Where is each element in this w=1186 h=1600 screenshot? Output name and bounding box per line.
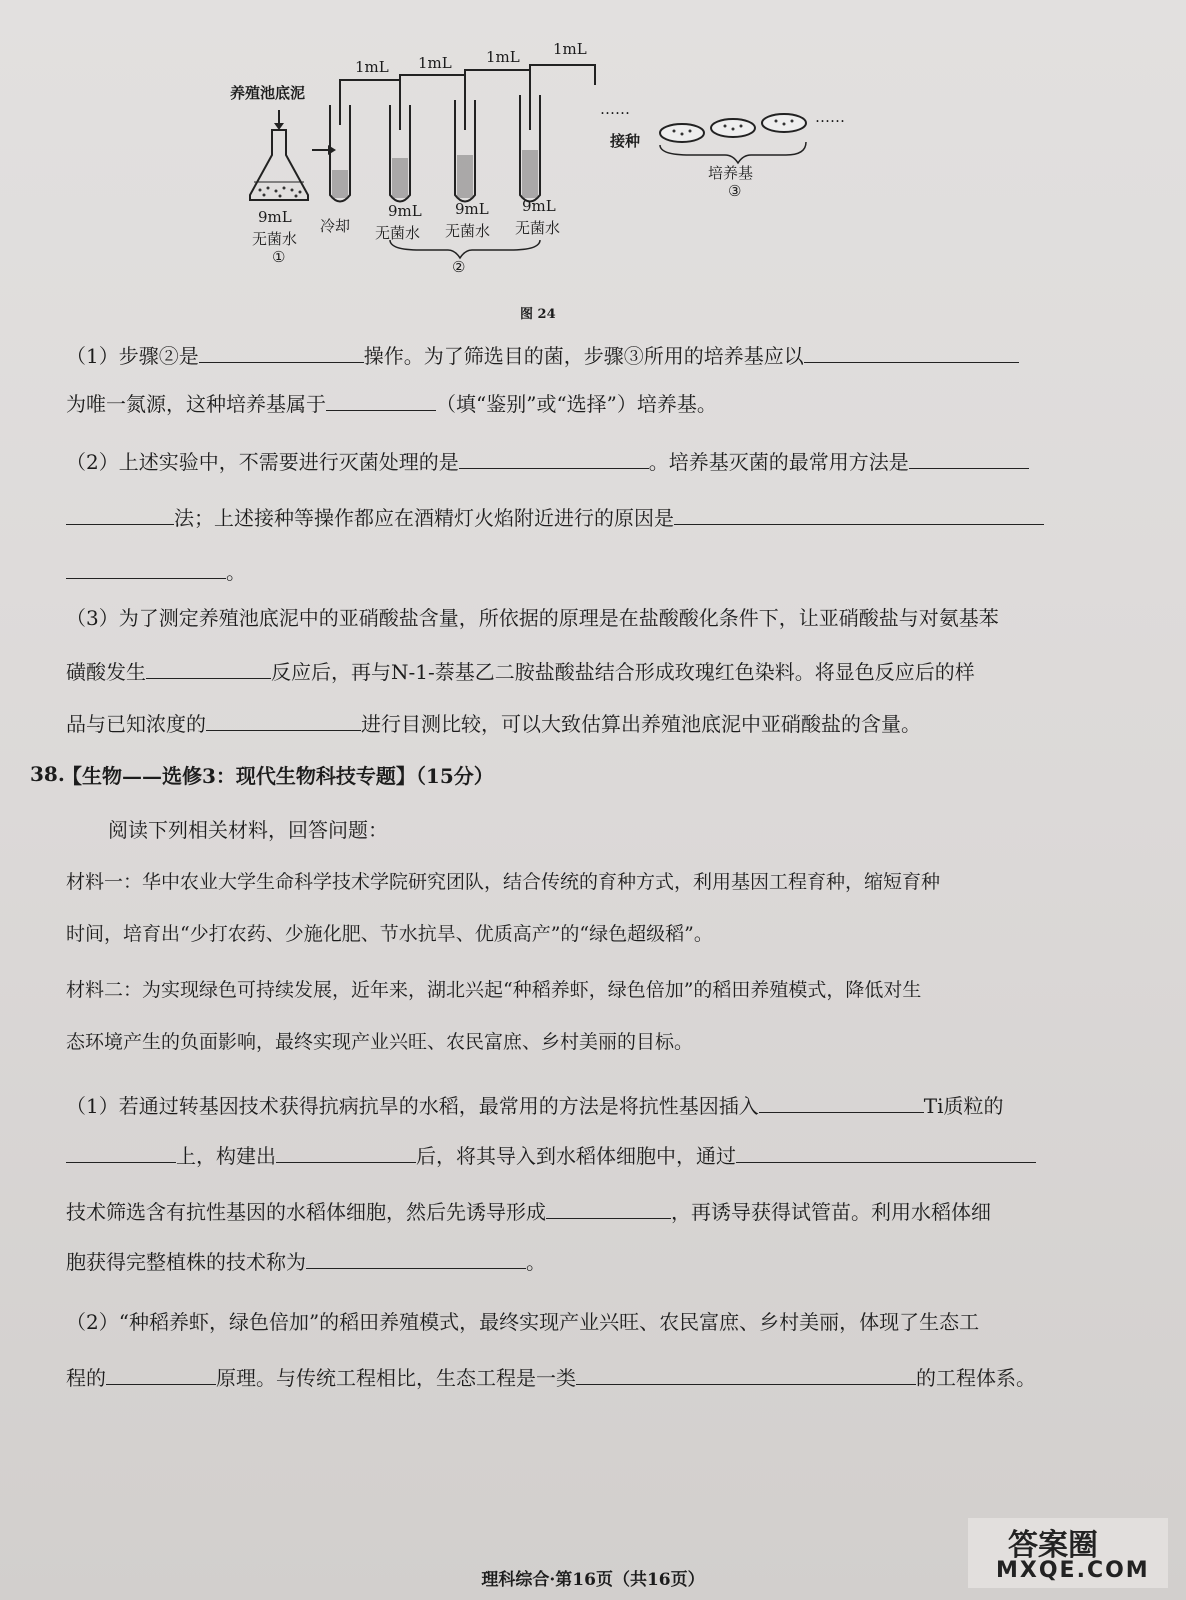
q37-text: 。培养基灭菌的最常用方法是 bbox=[648, 450, 909, 474]
q38-part1-line-3 bbox=[66, 1196, 991, 1226]
q37-text: 。 bbox=[226, 560, 246, 584]
q38-text: 胞获得完整植株的技术称为 bbox=[66, 1250, 306, 1274]
answer-blank[interactable] bbox=[674, 502, 1044, 525]
q38-intro: 阅读下列相关材料，回答问题： bbox=[108, 818, 388, 842]
answer-blank[interactable] bbox=[576, 1362, 916, 1385]
answer-blank[interactable] bbox=[66, 1140, 176, 1163]
volume-label-1: 1mL bbox=[355, 58, 389, 76]
q37-text: 进行目测比较，可以大致估算出养殖池底泥中亚硝酸盐的含量。 bbox=[361, 712, 921, 736]
material-1-line-2: 时间，培育出“少打农药、少施化肥、节水抗旱、优质高产”的“绿色超级稻”。 bbox=[66, 923, 713, 945]
q37-line-3 bbox=[66, 446, 1029, 476]
q37-line-5 bbox=[66, 556, 246, 586]
question-number-38: 38. bbox=[30, 762, 65, 786]
q38-text: 原理。与传统工程相比，生态工程是一类 bbox=[216, 1366, 576, 1390]
answer-blank[interactable] bbox=[546, 1196, 671, 1219]
step-2-marker: ② bbox=[452, 258, 466, 276]
q38-part1-line-2 bbox=[66, 1140, 1036, 1170]
volume-label-3: 1mL bbox=[486, 48, 520, 66]
flask-volume: 9mL bbox=[258, 208, 292, 226]
answer-blank[interactable] bbox=[146, 656, 271, 679]
q37-text: 操作。为了筛选目的菌，步骤③所用的培养基应以 bbox=[363, 344, 804, 368]
inoculate-label: 接种 bbox=[610, 132, 641, 150]
tube-water-1: 无菌水 bbox=[375, 224, 421, 242]
answer-blank[interactable] bbox=[199, 340, 364, 363]
dots-1: …… bbox=[600, 100, 630, 118]
tube-water-2: 无菌水 bbox=[445, 222, 491, 240]
site-watermark bbox=[968, 1518, 1168, 1588]
q37-line-2 bbox=[66, 388, 717, 418]
q37-text: 磺酸发生 bbox=[66, 660, 146, 684]
q38-text: 。 bbox=[526, 1250, 546, 1274]
q38-part1-line-1 bbox=[66, 1090, 1003, 1120]
answer-blank[interactable] bbox=[804, 340, 1019, 363]
q38-text: 程的 bbox=[66, 1366, 106, 1390]
q37-text: （1）步骤②是 bbox=[66, 344, 199, 368]
q37-text: 为唯一氮源，这种培养基属于 bbox=[66, 392, 326, 416]
answer-blank[interactable] bbox=[66, 502, 174, 525]
answer-blank[interactable] bbox=[106, 1362, 216, 1385]
step-3-marker: ③ bbox=[728, 182, 742, 200]
answer-blank[interactable] bbox=[459, 446, 649, 469]
answer-blank[interactable] bbox=[909, 446, 1029, 469]
q38-text: Ti质粒的 bbox=[923, 1094, 1004, 1118]
step-1-marker: ① bbox=[272, 248, 286, 266]
q38-text: （2）“种稻养虾，绿色倍加”的稻田养殖模式，最终实现产业兴旺、农民富庶、乡村美丽，体现了生态工 bbox=[66, 1310, 980, 1334]
answer-blank[interactable] bbox=[759, 1090, 924, 1113]
q37-line-1 bbox=[66, 340, 1019, 370]
q38-part2-line-1 bbox=[66, 1308, 979, 1336]
q37-text: （3）为了测定养殖池底泥中的亚硝酸盐含量，所依据的原理是在盐酸酸化条件下，让亚硝酸盐与对氨基苯 bbox=[66, 606, 999, 630]
q37-line-8 bbox=[66, 708, 921, 738]
watermark-top: 答案圈 bbox=[1008, 1528, 1098, 1563]
cool-label: 冷却 bbox=[320, 217, 351, 235]
answer-blank[interactable] bbox=[276, 1140, 416, 1163]
tube-water-3: 无菌水 bbox=[515, 219, 561, 237]
q37-line-7 bbox=[66, 656, 975, 686]
q37-text: （2）上述实验中，不需要进行灭菌处理的是 bbox=[66, 450, 459, 474]
figure-24 bbox=[190, 30, 850, 330]
q38-part1-line-4 bbox=[66, 1246, 546, 1276]
tube-volume-3: 9mL bbox=[522, 197, 556, 215]
volume-label-4: 1mL bbox=[553, 40, 587, 58]
watermark-bottom: MXQE.COM bbox=[996, 1558, 1150, 1583]
page-footer: 理科综合·第16页（共16页） bbox=[481, 1570, 705, 1590]
answer-blank[interactable] bbox=[736, 1140, 1036, 1163]
q38-text: 上，构建出 bbox=[176, 1144, 276, 1168]
answer-blank[interactable] bbox=[206, 708, 361, 731]
answer-blank[interactable] bbox=[306, 1246, 526, 1269]
answer-blank[interactable] bbox=[66, 556, 226, 579]
q38-text: 后，将其导入到水稻体细胞中，通过 bbox=[416, 1144, 736, 1168]
figure-caption: 图 24 bbox=[520, 307, 556, 322]
q38-title: 【生物——选修3：现代生物科技专题】（15分） bbox=[62, 764, 494, 788]
q37-line-4 bbox=[66, 502, 1044, 532]
dots-2: …… bbox=[815, 108, 845, 126]
label-mud: 养殖池底泥 bbox=[230, 84, 306, 102]
q37-text: 反应后，再与N-1-萘基乙二胺盐酸盐结合形成玫瑰红色染料。将显色反应后的样 bbox=[271, 660, 975, 684]
material-1-line-1: 材料一：华中农业大学生命科学技术学院研究团队，结合传统的育种方式，利用基因工程育种，缩短育种 bbox=[66, 871, 941, 893]
tube-volume-2: 9mL bbox=[455, 200, 489, 218]
material-2-line-2: 态环境产生的负面影响，最终实现产业兴旺、农民富庶、乡村美丽的目标。 bbox=[66, 1031, 694, 1053]
q37-text: 法；上述接种等操作都应在酒精灯火焰附近进行的原因是 bbox=[174, 506, 674, 530]
q38-text: （1）若通过转基因技术获得抗病抗旱的水稻，最常用的方法是将抗性基因插入 bbox=[66, 1094, 759, 1118]
q37-text: 品与已知浓度的 bbox=[66, 712, 206, 736]
q38-text: ，再诱导获得试管苗。利用水稻体细 bbox=[671, 1200, 991, 1224]
q38-part2-line-2 bbox=[66, 1362, 1036, 1392]
q37-text: （填“鉴别”或“选择”）培养基。 bbox=[436, 392, 717, 416]
flask-water: 无菌水 bbox=[252, 230, 298, 248]
answer-blank[interactable] bbox=[326, 388, 436, 411]
tube-volume-1: 9mL bbox=[388, 202, 422, 220]
volume-label-2: 1mL bbox=[418, 54, 452, 72]
q38-text: 技术筛选含有抗性基因的水稻体细胞，然后先诱导形成 bbox=[66, 1200, 546, 1224]
q37-line-6 bbox=[66, 604, 999, 632]
material-2-line-1: 材料二：为实现绿色可持续发展，近年来，湖北兴起“种稻养虾，绿色倍加”的稻田养殖模式，降低对生 bbox=[66, 979, 922, 1001]
medium-label: 培养基 bbox=[708, 164, 754, 182]
q38-text: 的工程体系。 bbox=[916, 1366, 1036, 1390]
